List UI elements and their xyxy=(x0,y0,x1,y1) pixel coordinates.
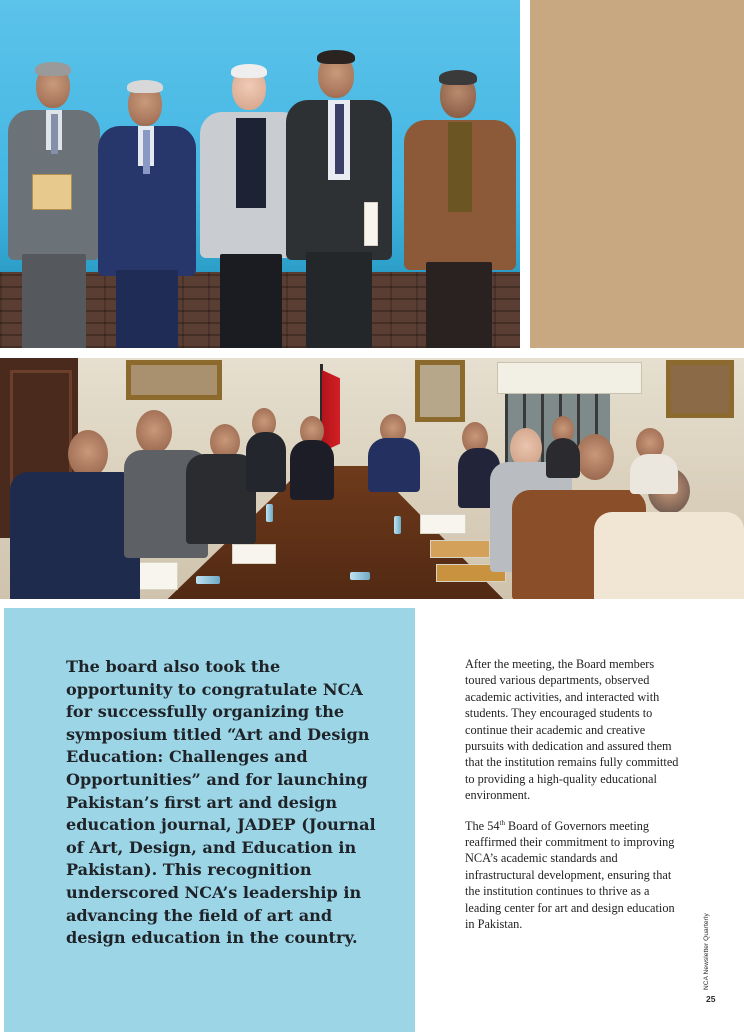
group-portrait-photo xyxy=(0,0,520,348)
paragraph-text: The 54 xyxy=(465,818,500,833)
board-meeting-photo xyxy=(0,358,744,599)
water-bottle xyxy=(196,576,220,584)
wall-painting xyxy=(666,360,734,418)
document-paper xyxy=(430,540,490,558)
tan-color-panel xyxy=(530,0,744,348)
projection-screen xyxy=(497,362,642,394)
article-paragraph: After the meeting, the Board members toured various departments, observed academic activities, and interacted with students. They encouraged students to continue their academic and creative pursuits with dedication and assured them that the institution remains fully committed to providing a high-quality educational environment. xyxy=(465,657,679,803)
article-body xyxy=(465,656,685,947)
pull-quote: The board also took the opportunity to congratulate NCA for successfully organizing the symposium titled “Art and Design Education: Challenges and Opportunities” and for launching Pakistan’s first art and design education journal, JADEP (Journal of Art, Design, and Education in Pakistan). This recognition underscored NCA’s leadership in advancing the field of art and design education in the country. xyxy=(66,657,376,948)
red-flag xyxy=(322,370,340,452)
water-bottle xyxy=(266,504,273,522)
water-bottle xyxy=(394,516,401,534)
page-number: 25 xyxy=(706,994,716,1004)
document-paper xyxy=(420,514,466,534)
wall-painting xyxy=(415,360,465,422)
paragraph-text: Board of Governors meeting reaffirmed their commitment to improving NCA’s academic standards and infrastructural development, ensuring that the institution continues to thrive as a leading center for art and design education in Pakistan. xyxy=(465,818,675,932)
publication-name: NCA Newsletter Quarterly xyxy=(703,913,710,990)
article-paragraph xyxy=(465,818,685,933)
pull-quote-panel xyxy=(4,608,415,1032)
water-bottle xyxy=(350,572,370,580)
document-paper xyxy=(232,544,276,564)
wall-painting xyxy=(126,360,222,400)
ordinal-suffix: th xyxy=(499,818,505,827)
